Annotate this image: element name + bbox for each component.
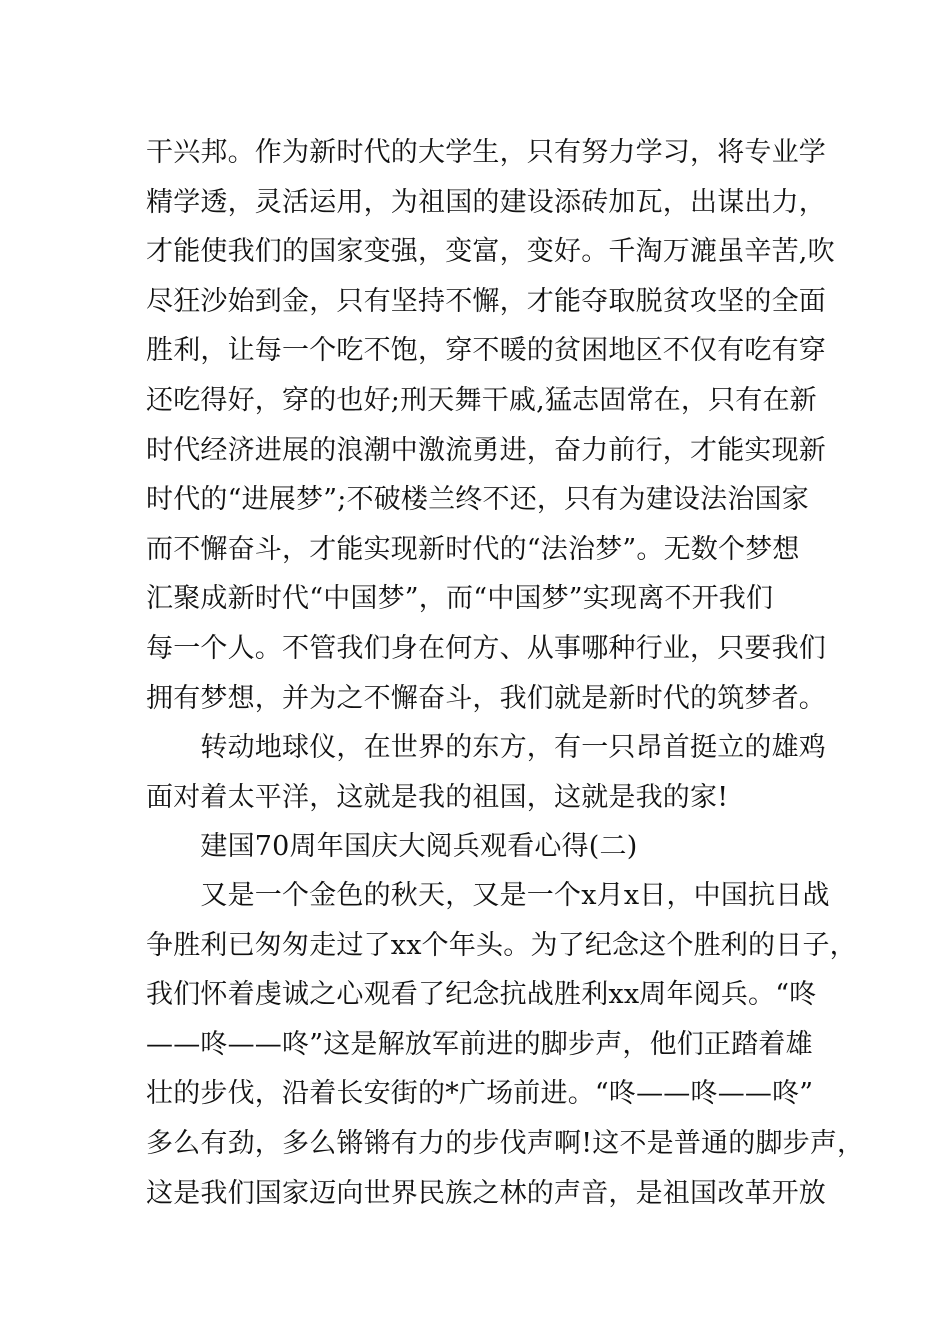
- text-line: 精学透，灵活运用，为祖国的建设添砖加瓦，出谋出力，: [146, 186, 826, 218]
- text-line: 时代的“进展梦”;不破楼兰终不还，只有为建设法治国家: [146, 484, 809, 516]
- text-line: 才能使我们的国家变强，变富，变好。千淘万漉虽辛苦,吹: [146, 236, 835, 268]
- text-line: 时代经济进展的浪潮中激流勇进，奋力前行，才能实现新: [146, 434, 826, 466]
- text-line: 而不懈奋斗，才能实现新时代的“法治梦”。无数个梦想: [146, 533, 800, 565]
- text-line: 胜利，让每一个吃不饱，穿不暖的贫困地区不仅有吃有穿: [146, 335, 826, 367]
- paragraph-section-two: [146, 871, 865, 1218]
- text-line: 还吃得好，穿的也好;刑天舞干戚,猛志固常在，只有在新: [146, 384, 817, 416]
- text-line: 面对着太平洋，这就是我的祖国，这就是我的家!: [146, 781, 729, 813]
- text-line: 转动地球仪，在世界的东方，有一只昂首挺立的雄鸡: [146, 732, 826, 763]
- section-heading-block: [146, 822, 836, 872]
- text-line: 多么有劲，多么锵锵有力的步伐声啊!这不是普通的脚步声，: [146, 1127, 865, 1159]
- text-line: 每一个人。不管我们身在何方、从事哪种行业，只要我们: [146, 632, 826, 664]
- text-line: 这是我们国家迈向世界民族之林的声音，是祖国改革开放: [146, 1177, 826, 1209]
- text-line: 我们怀着虔诚之心观看了纪念抗战胜利xx周年阅兵。“咚: [146, 979, 817, 1011]
- text-line: 壮的步伐，沿着长安街的*广场前进。“咚——咚——咚”: [146, 1078, 814, 1110]
- section-heading: 建国70周年国庆大阅兵观看心得(二): [146, 831, 638, 862]
- text-line: 拥有梦想，并为之不懈奋斗，我们就是新时代的筑梦者。: [146, 682, 826, 714]
- paragraph-continued: [146, 128, 836, 723]
- text-line: 争胜利已匆匆走过了xx个年头。为了纪念这个胜利的日子，: [146, 929, 857, 961]
- text-line: 又是一个金色的秋天，又是一个x月x日，中国抗日战: [146, 880, 830, 911]
- text-line: 干兴邦。作为新时代的大学生，只有努力学习，将专业学: [146, 137, 826, 168]
- paragraph-closing: [146, 723, 836, 822]
- text-line: 汇聚成新时代“中国梦”，而“中国梦”实现离不开我们: [146, 583, 774, 615]
- text-line: ——咚——咚”这是解放军前进的脚步声，他们正踏着雄: [146, 1028, 813, 1060]
- text-line: 尽狂沙始到金，只有坚持不懈，才能夺取脱贫攻坚的全面: [146, 285, 826, 317]
